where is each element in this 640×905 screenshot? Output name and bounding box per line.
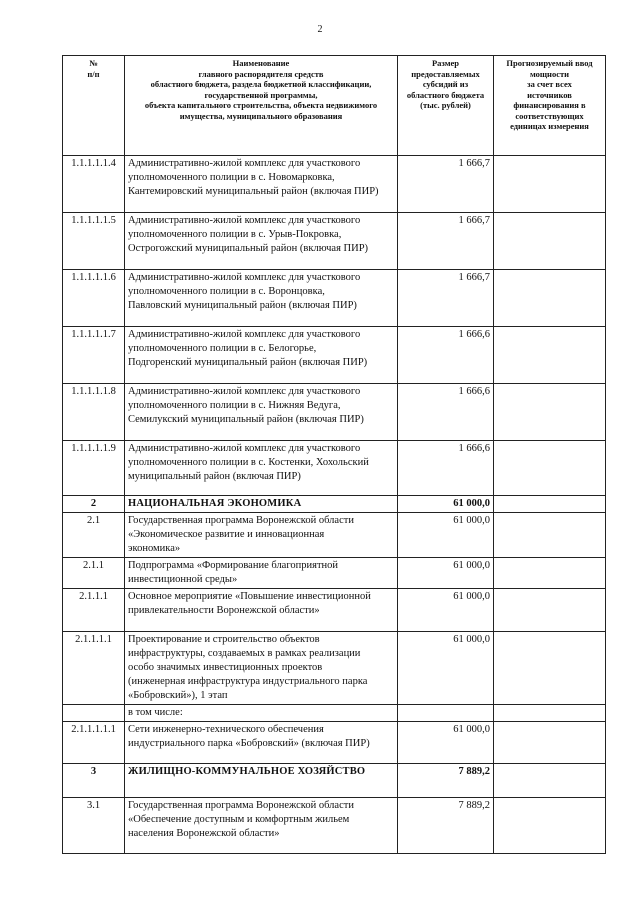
row-name: Административно-жилой комплекс для участкового уполномоченного полиции в с. Костенки, Хохольский муниципальный район (включая ПИР) [125, 441, 398, 496]
row-name: Сети инженерно-технического обеспечения индустриального парка «Бобровский» (включая ПИР) [125, 722, 398, 764]
table-row [63, 327, 606, 384]
row-capacity [494, 722, 606, 764]
table-row [63, 384, 606, 441]
row-amount: 7 889,2 [398, 798, 494, 854]
row-amount: 61 000,0 [398, 496, 494, 513]
row-number: 2.1.1.1 [63, 589, 125, 632]
row-amount: 1 666,6 [398, 441, 494, 496]
row-amount: 1 666,6 [398, 384, 494, 441]
row-number: 2.1 [63, 513, 125, 558]
row-amount: 61 000,0 [398, 722, 494, 764]
table-row [63, 722, 606, 764]
row-capacity [494, 798, 606, 854]
row-amount: 1 666,7 [398, 213, 494, 270]
row-capacity [494, 156, 606, 213]
row-capacity [494, 441, 606, 496]
row-capacity [494, 213, 606, 270]
row-capacity [494, 327, 606, 384]
row-capacity [494, 270, 606, 327]
row-amount: 7 889,2 [398, 764, 494, 798]
row-amount: 61 000,0 [398, 632, 494, 705]
table-row [63, 798, 606, 854]
row-name: Административно-жилой комплекс для участкового уполномоченного полиции в с. Урыв-Покровка, Острогожский муниципальный район (включая ПИР) [125, 213, 398, 270]
row-capacity [494, 764, 606, 798]
row-number: 1.1.1.1.1.9 [63, 441, 125, 496]
row-number: 1.1.1.1.1.6 [63, 270, 125, 327]
table-row [63, 632, 606, 705]
table-row [63, 213, 606, 270]
table-row [63, 705, 606, 722]
row-number [63, 705, 125, 722]
section-row [63, 496, 606, 513]
row-number: 1.1.1.1.1.7 [63, 327, 125, 384]
row-name: Административно-жилой комплекс для участкового уполномоченного полиции в с. Новомарковка, Кантемировский муниципальный район (включая ПИР) [125, 156, 398, 213]
row-number: 2.1.1 [63, 558, 125, 589]
row-name: Административно-жилой комплекс для участкового уполномоченного полиции в с. Нижняя Ведуга, Семилукский муниципальный район (включая ПИР) [125, 384, 398, 441]
row-number: 3.1 [63, 798, 125, 854]
table-row [63, 513, 606, 558]
row-number: 3 [63, 764, 125, 798]
row-amount: 1 666,7 [398, 270, 494, 327]
row-amount: 1 666,7 [398, 156, 494, 213]
row-number: 1.1.1.1.1.8 [63, 384, 125, 441]
row-name: в том числе: [125, 705, 398, 722]
row-capacity [494, 384, 606, 441]
table-row [63, 270, 606, 327]
row-name: Государственная программа Воронежской области «Экономическое развитие и инновационная экономика» [125, 513, 398, 558]
header-amount: Размер предоставляемых субсидий из областного бюджета (тыс. рублей) [398, 56, 494, 156]
row-capacity [494, 558, 606, 589]
row-number: 1.1.1.1.1.4 [63, 156, 125, 213]
row-name: Подпрограмма «Формирование благоприятной инвестиционной среды» [125, 558, 398, 589]
section-row [63, 764, 606, 798]
row-capacity [494, 513, 606, 558]
row-number: 1.1.1.1.1.5 [63, 213, 125, 270]
table-row [63, 441, 606, 496]
header-name: Наименование главного распорядителя средств областного бюджета, раздела бюджетной классификации, государственной программы, объекта капитального строительства, объекта недвижимого имущества, муниципального образования [125, 56, 398, 156]
row-amount: 61 000,0 [398, 589, 494, 632]
row-capacity [494, 589, 606, 632]
row-name: Административно-жилой комплекс для участкового уполномоченного полиции в с. Белогорье, Подгоренский муниципальный район (включая ПИР) [125, 327, 398, 384]
table-row [63, 156, 606, 213]
header-capacity: Прогнозируемый ввод мощности за счет всех источников финансирования в соответствующих единицах измерения [494, 56, 606, 156]
table-row [63, 558, 606, 589]
row-name: Государственная программа Воронежской области «Обеспечение доступным и комфортным жильем населения Воронежской области» [125, 798, 398, 854]
row-number: 2.1.1.1.1 [63, 632, 125, 705]
row-name: Проектирование и строительство объектов инфраструктуры, создаваемых в рамках реализации особо значимых инвестиционных проектов (инженерная инфраструктура индустриального парка «Бобровский»), 1 этап [125, 632, 398, 705]
row-number: 2.1.1.1.1.1 [63, 722, 125, 764]
row-name: НАЦИОНАЛЬНАЯ ЭКОНОМИКА [125, 496, 398, 513]
row-amount [398, 705, 494, 722]
header-number: № п/п [63, 56, 125, 156]
row-number: 2 [63, 496, 125, 513]
subsidy-table [62, 55, 606, 854]
row-amount: 61 000,0 [398, 513, 494, 558]
row-name: Основное мероприятие «Повышение инвестиционной привлекательности Воронежской области» [125, 589, 398, 632]
row-amount: 1 666,6 [398, 327, 494, 384]
row-capacity [494, 705, 606, 722]
row-capacity [494, 496, 606, 513]
table-header-row [63, 56, 606, 156]
page-number: 2 [317, 24, 323, 35]
row-amount: 61 000,0 [398, 558, 494, 589]
row-name: Административно-жилой комплекс для участкового уполномоченного полиции в с. Воронцовка, Павловский муниципальный район (включая ПИР) [125, 270, 398, 327]
row-capacity [494, 632, 606, 705]
table-row [63, 589, 606, 632]
row-name: ЖИЛИЩНО-КОММУНАЛЬНОЕ ХОЗЯЙСТВО [125, 764, 398, 798]
